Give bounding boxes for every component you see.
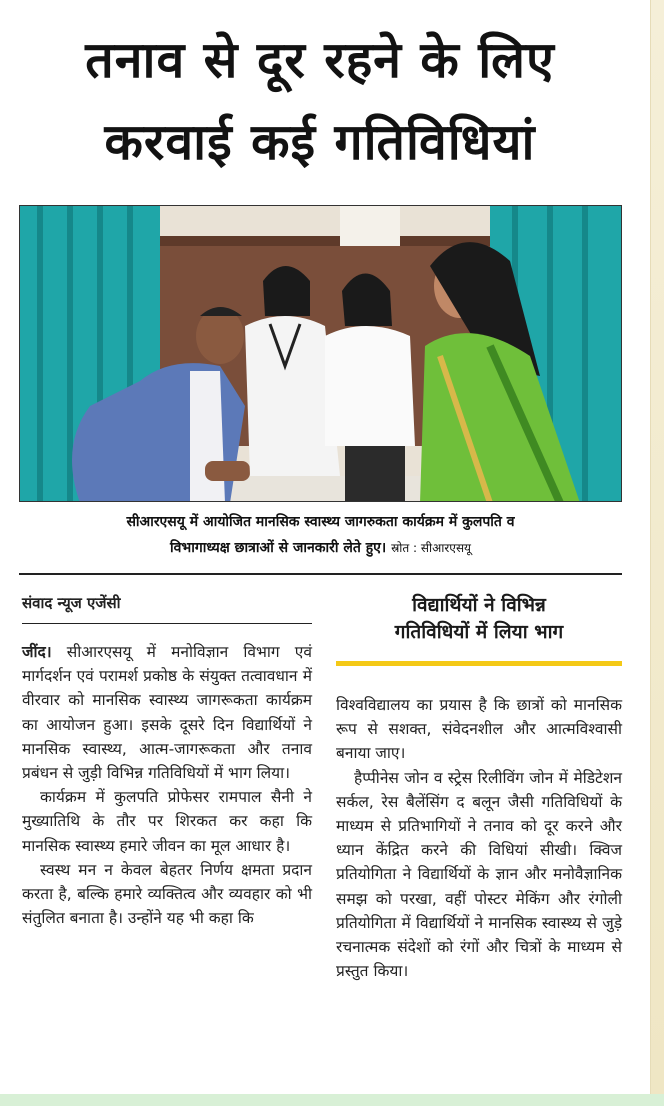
headline-line-2: करवाई कई गतिविधियां	[104, 113, 536, 171]
article-paragraph: विश्वविद्यालय का प्रयास है कि छात्रों को मानसिक रूप से सशक्त, संवेदनशील और आत्मविश्वासी बनाया जाए।	[336, 696, 622, 763]
subheadline-accent-bar	[336, 661, 622, 666]
photo-source: स्रोत : सीआरएसयू	[391, 541, 472, 555]
article-paragraph	[22, 640, 312, 785]
photo-illustration	[20, 206, 622, 502]
article-paragraph-text: सीआरएसयू में मनोविज्ञान विभाग एवं मार्गदर्शन एवं परामर्श प्रकोष्ठ के संयुक्त तत्वावधान में वीरवार को मानसिक स्वास्थ्य जागरूकता कार्यक्रम का आयोजन हुआ। इसके दूसरे दिन विद्यार्थियों ने मानसिक स्वास्थ्य, आत्म-जागरूकता और तनाव प्रबंधन से जुड़ी विभिन्न गतिविधियों में भाग लिया।	[22, 643, 312, 783]
section-divider	[19, 573, 622, 575]
subheadline	[336, 592, 622, 646]
byline: संवाद न्यूज एजेंसी	[22, 594, 121, 612]
article-paragraph: हैप्पीनेस जोन व स्ट्रेस रिलीविंग जोन में मेडिटेशन सर्कल, रेस बैलेंसिंग द बलून जैसी गतिविधियों के माध्यम से प्रतिभागियों ने तनाव को दूर करने और ध्यान केंद्रित करने की विधियां सीखी। क्विज प्रतियोगिता ने विद्यार्थियों के ज्ञान और मनोवैज्ञानिक समझ को परखा, वहीं पोस्टर मेकिंग और रंगोली प्रतियोगिता में विद्यार्थियों ने मानसिक स्वास्थ्य से जुड़े रचनात्मक संदेशों को रंगों और चित्रों के माध्यम से प्रस्तुत किया।	[336, 768, 622, 981]
byline-underline	[22, 623, 312, 624]
article-column-right	[336, 693, 622, 983]
page-bottom-band	[0, 1094, 664, 1106]
subheadline-line-2: गतिविधियों में लिया भाग	[394, 621, 564, 643]
photo-caption-text: विभागाध्यक्ष छात्राओं से जानकारी लेते हुए।	[169, 540, 387, 556]
subheadline-line-1: विद्यार्थियों ने विभिन्न	[412, 594, 546, 616]
headline-line-1: तनाव से दूर रहने के लिए	[85, 31, 555, 89]
photo-caption-line-1: सीआरएसयू में आयोजित मानसिक स्वास्थ्य जागरुकता कार्यक्रम में कुलपति व	[126, 514, 515, 530]
page-edge-strip	[650, 0, 664, 1106]
article-column-left	[22, 640, 312, 930]
dateline: जींद।	[22, 643, 52, 661]
article-paragraph: कार्यक्रम में कुलपति प्रोफेसर रामपाल सैनी ने मुख्यातिथि के तौर पर शिरकत कर कहा कि मानसिक स्वास्थ्य हमारे जीवन का मूल आधार है।	[22, 788, 312, 855]
news-photo	[19, 205, 622, 502]
photo-caption-line-2	[19, 538, 622, 558]
article-paragraph: स्वस्थ मन न केवल बेहतर निर्णय क्षमता प्रदान करता है, बल्कि हमारे व्यक्तित्व और व्यवहार को भी संतुलित बनाता है। उन्होंने यह भी कहा कि	[22, 860, 312, 928]
